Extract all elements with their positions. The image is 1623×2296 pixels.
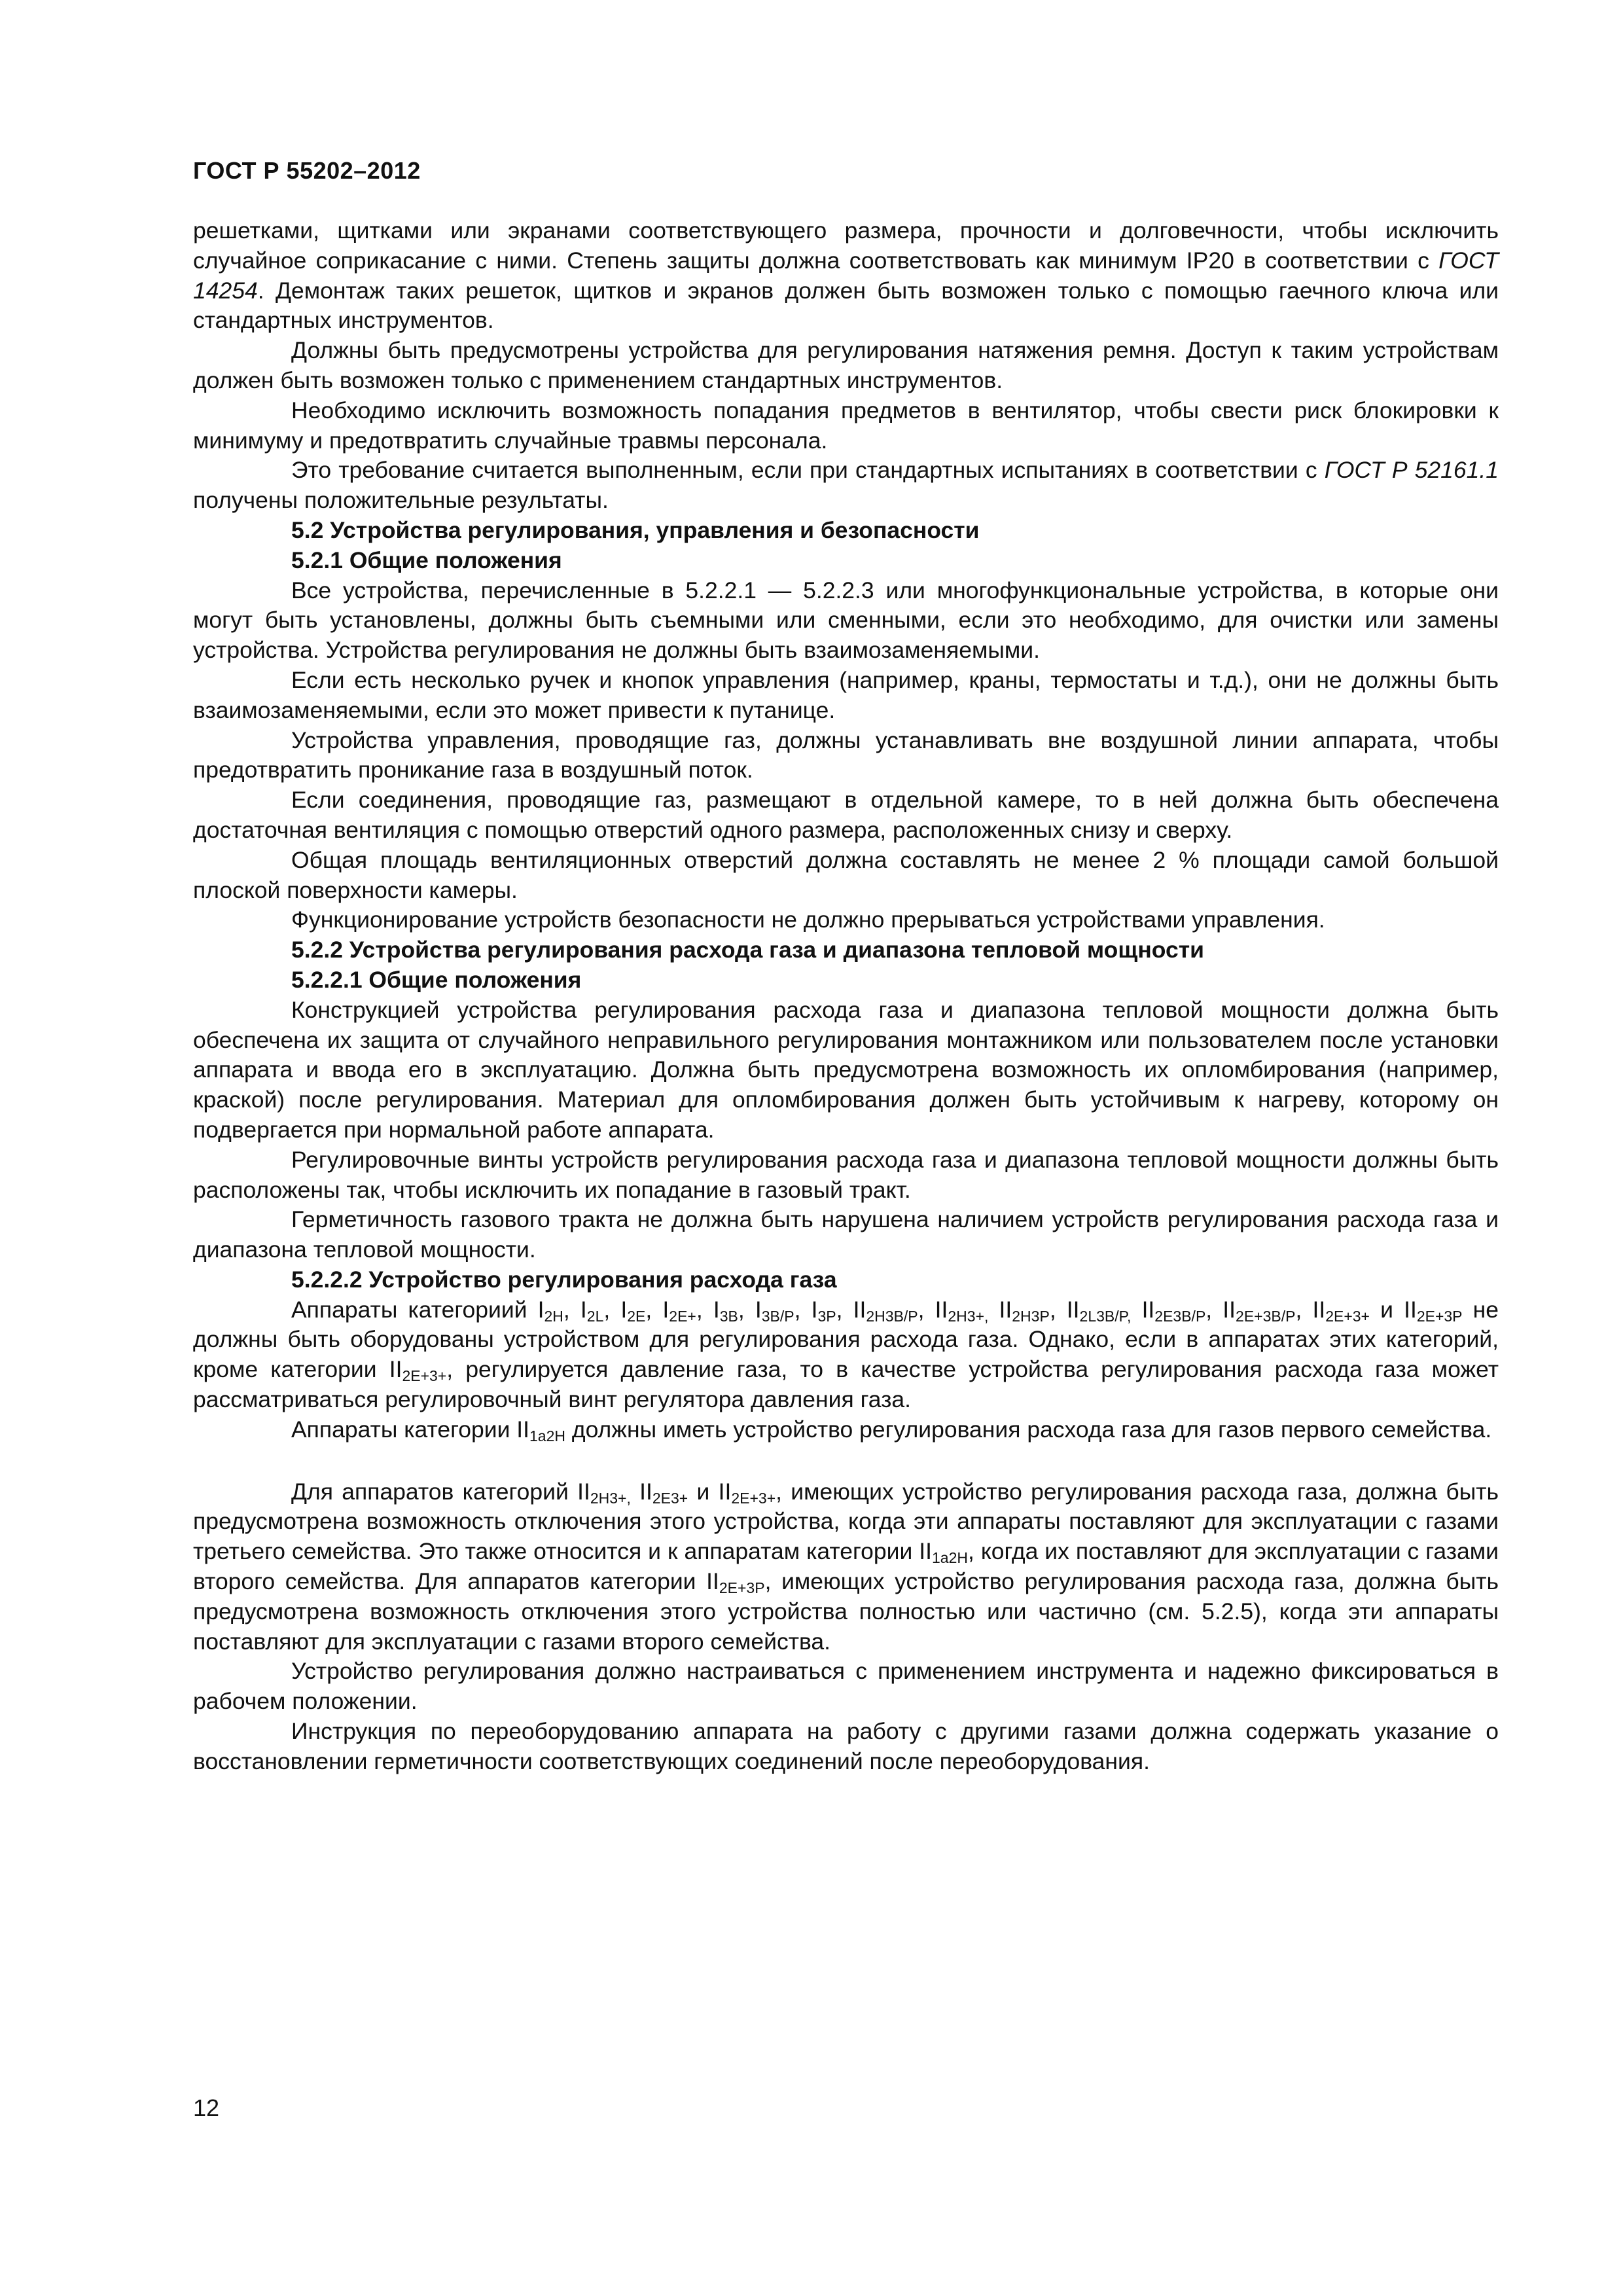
paragraph: Если есть несколько ручек и кнопок управления (например, краны, термостаты и т.д.), они не должны быть взаимозаменяемыми, если это может привести к путанице. (193, 666, 1499, 723)
standard-header: ГОСТ Р 55202–2012 (193, 157, 421, 184)
paragraph-categories: Аппараты категориий $I_{2H}$, $I_{2L}$, $I_{2E}$, $I_{2E+}$, $I_{3B}$, $I_{3B/P}$, $I_{3P}$, $II_{2H3B/P}$, $II_{2H3+,}$ $II_{2H3P}$, $II_{2L3B/P,}$ $II_{2E3B/P}$, $II_{2E+3B/P}$, $II_{2E+3+}$ и $II_{2E+3P}$ не должны быть оборудованы устройством для регулирования расхода газа. Однако, если в аппаратах этих категорий, кроме категории $II_{2E+3+}$, регулируется давление газа, то в качестве устройства регулирования расхода газа может рассматриваться регулировочный винт регулятора давления газа. (193, 1296, 1499, 1413)
category-code: $I_{3B}$ (713, 1296, 738, 1325)
paragraph: Инструкция по переоборудованию аппарата на работу с другими газами должна содержать указание о восстановлении герметичности соответствующих соединений после переоборудования. (193, 1718, 1499, 1774)
standard-reference: ГОСТ 14254 (193, 247, 1499, 304)
subsection-heading: 5.2.2.1 Общие положения (291, 966, 582, 993)
category-code: $II_{2H3B/P}$ (853, 1296, 918, 1325)
subsection-heading: 5.2.2.2 Устройство регулирования расхода газа (291, 1266, 837, 1293)
paragraph: Устройства управления, проводящие газ, должны устанавливать вне воздушной линии аппарата, чтобы предотвратить проникание газа в воздушный поток. (193, 726, 1499, 783)
category-code: $II_{2E+3P}$ (1404, 1296, 1463, 1325)
category-code: $I_{2E}$ (620, 1296, 646, 1325)
category-separator: и (1370, 1296, 1404, 1323)
paragraph: решетками, щитками или экранами соответствующего размера, прочности и долговечности, чтобы исключить случайное соприкасание с ними. Степень защиты должна соответствовать как минимум IP20 в соответствии с ГОСТ 14254. Демонтаж таких решеток, щитков и экранов должен быть возможен только с помощью гаечного ключа или стандартных инструментов. (193, 217, 1499, 334)
category-separator: , (1049, 1296, 1067, 1323)
paragraph: Аппараты категории $II_{1a2H}$ должны иметь устройство регулирования расхода газа для газов первого семейства. (291, 1416, 1492, 1444)
standard-reference: ГОСТ Р 52161.1 (1324, 457, 1499, 484)
category-separator: , (794, 1296, 812, 1323)
category-separator: , (696, 1296, 713, 1323)
category-code: $II_{2E3B/P}$ (1141, 1296, 1206, 1325)
subsection-heading: 5.2.1 Общие положения (291, 547, 562, 573)
page-number: 12 (193, 2094, 220, 2121)
category-code: $II_{2E+3+}$ (718, 1478, 776, 1507)
paragraph: Устройство регулирования должно настраиваться с применением инструмента и надежно фиксироваться в рабочем положении. (193, 1658, 1499, 1715)
category-separator (988, 1297, 999, 1323)
paragraph: Общая площадь вентиляционных отверстий должна составлять не менее 2 % площади самой большой плоской поверхности камеры. (193, 846, 1499, 903)
category-code: $II_{1a2H}$ (516, 1416, 565, 1444)
category-separator: , (645, 1296, 663, 1323)
category-separator (1131, 1297, 1141, 1323)
document-body (193, 216, 1499, 1777)
paragraph: Должны быть предусмотрены устройства для регулирования натяжения ремня. Доступ к таким устройствам должен быть возможен только с применением стандартных инструментов. (193, 337, 1499, 393)
category-code: $II_{2H3+,}$ (935, 1296, 989, 1325)
category-code: $I_{2L}$ (580, 1296, 604, 1325)
category-separator: , (738, 1296, 755, 1323)
category-code: $II_{2E3+}$ (639, 1478, 688, 1507)
category-list (538, 1297, 1463, 1323)
category-code: $I_{3B/P}$ (755, 1296, 794, 1325)
category-code: $II_{2E+3+}$ (1312, 1296, 1370, 1325)
category-code: $II_{2E+3+}$ (389, 1356, 447, 1385)
paragraph: Регулировочные винты устройств регулирования расхода газа и диапазона тепловой мощности должны быть расположены так, чтобы исключить их попадание в газовый тракт. (193, 1146, 1499, 1203)
category-separator: , (1205, 1296, 1223, 1323)
category-code: $II_{2E+3B/P}$ (1222, 1296, 1296, 1325)
paragraph: Это требование считается выполненным, если при стандартных испытаниях в соответствии с ГОСТ Р 52161.1 получены положительные результаты. (193, 457, 1499, 514)
category-code: $II_{2E+3P}$ (706, 1568, 765, 1597)
subsection-heading: 5.2.2 Устройства регулирования расхода газа и диапазона тепловой мощности (291, 937, 1204, 963)
category-code: $I_{2H}$ (537, 1296, 563, 1325)
section-heading: 5.2 Устройства регулирования, управления и безопасности (291, 516, 980, 543)
category-code: $II_{2H3+,}$ (577, 1478, 631, 1507)
category-separator: , (836, 1296, 853, 1323)
category-separator: , (603, 1296, 621, 1323)
paragraph: Если соединения, проводящие газ, размещают в отдельной камере, то в ней должна быть обеспечена достаточная вентиляция с помощью отверстий одного размера, расположенных снизу и сверху. (193, 787, 1499, 843)
paragraph: Для аппаратов категорий $II_{2H3+,}$ $II_{2E3+}$ и $II_{2E+3+}$, имеющих устройство регулирования расхода газа, должна быть предусмотрена возможность отключения этого устройства, когда эти аппараты поставляют для эксплуатации с газами третьего семейства. Это также относится и к аппаратам категории $II_{1a2H}$, когда их поставляют для эксплуатации с газами второго семейства. Для аппаратов категории $II_{2E+3P}$, имеющих устройство регулирования расхода газа, должна быть предусмотрена возможность отключения этого устройства полностью или частично (см. 5.2.5), когда эти аппараты поставляют для эксплуатации с газами второго семейства. (193, 1478, 1499, 1655)
category-separator: , (918, 1296, 935, 1323)
category-code: $II_{2H3P}$ (999, 1296, 1050, 1325)
category-code: $II_{2L3B/P,}$ (1066, 1296, 1132, 1325)
paragraph: Конструкцией устройства регулирования расхода газа и диапазона тепловой мощности должна быть обеспечена их защита от случайного неправильного регулирования монтажником или пользователем после установки аппарата и ввода его в эксплуатацию. Должна быть предусмотрена возможность их опломбирования (например, краской) после регулирования. Материал для опломбирования должен быть устойчивым к нагреву, которому он подвергается при нормальной работе аппарата. (193, 996, 1499, 1143)
category-code: $II_{1a2H}$ (919, 1538, 968, 1567)
category-separator: , (1295, 1296, 1313, 1323)
category-code: $I_{2E+}$ (662, 1296, 696, 1325)
category-separator: , (563, 1296, 580, 1323)
paragraph: Герметичность газового тракта не должна быть нарушена наличием устройств регулирования расхода газа и диапазона тепловой мощности. (193, 1206, 1499, 1263)
paragraph: Необходимо исключить возможность попадания предметов в вентилятор, чтобы свести риск блокировки к минимуму и предотвратить случайные травмы персонала. (193, 397, 1499, 454)
paragraph: Все устройства, перечисленные в 5.2.2.1 — 5.2.2.3 или многофункциональные устройства, в которые они могут быть установлены, должны быть съемными или сменными, если это необходимо, для очистки или замены устройства. Устройства регулирования не должны быть взаимозаменяемыми. (193, 577, 1499, 664)
category-code: $I_{3P}$ (811, 1296, 836, 1325)
paragraph: Функционирование устройств безопасности не должно прерываться устройствами управления. (291, 906, 1325, 933)
